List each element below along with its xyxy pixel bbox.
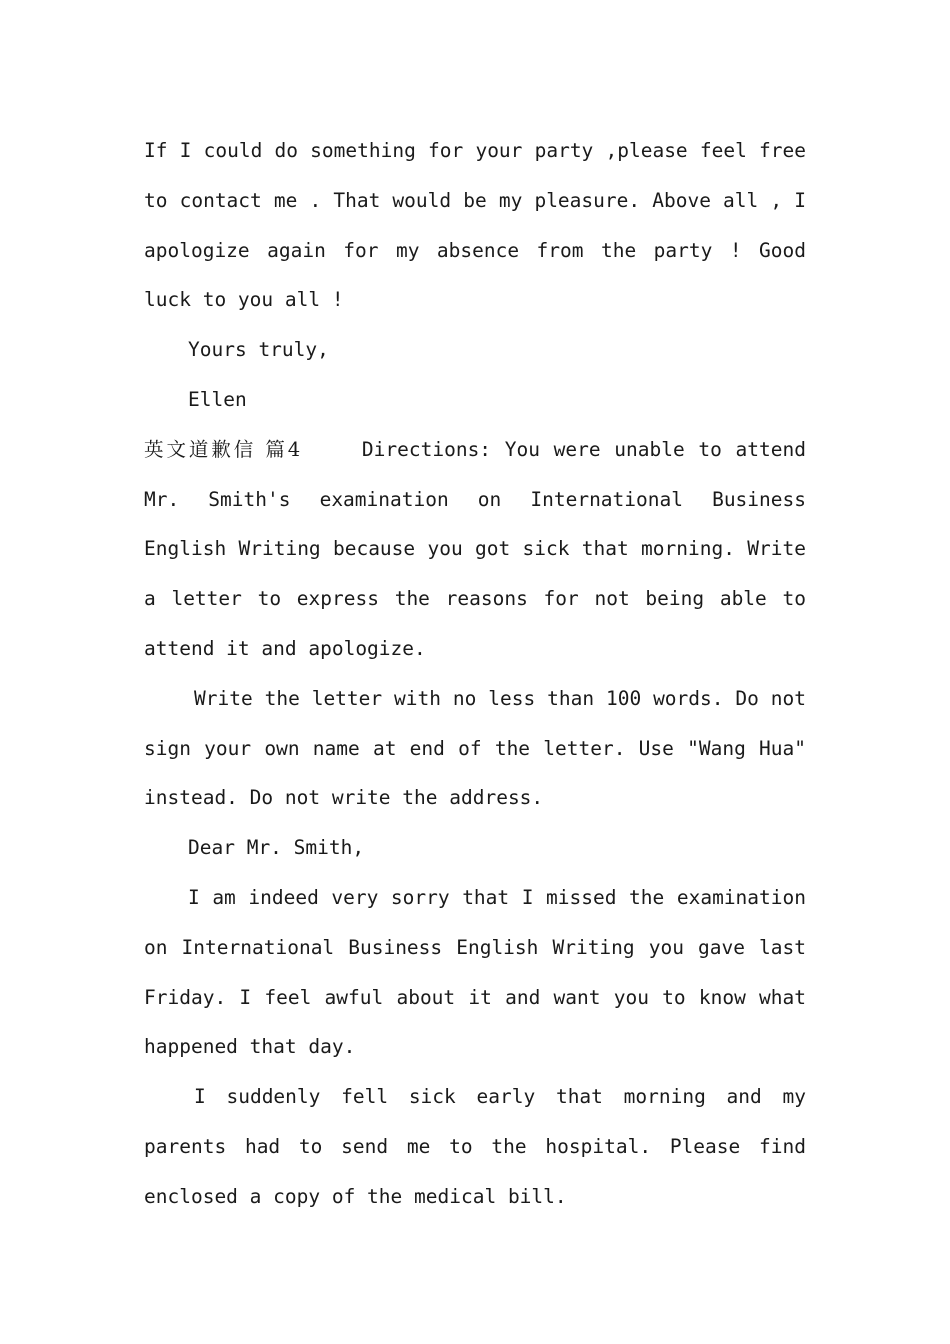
paragraph-party-offer: If I could do something for your party ,please feel free to contact me . That would be my pleasure. Above all , I apologize again for my absence from the party ! Good luck to you all !: [144, 139, 806, 312]
document-page: [144, 126, 806, 1222]
paragraph-body-2: I suddenly fell sick early that morning and my parents had to send me to the hospital. Please find enclosed a copy of the medical bill.: [144, 1085, 806, 1208]
section-heading: 英文道歉信 篇4: [144, 437, 302, 461]
salutation-line: Dear Mr. Smith,: [188, 836, 365, 860]
closing-line: Yours truly,: [188, 338, 329, 362]
paragraph-body-1: I am indeed very sorry that I missed the examination on International Business English Writing you gave last Friday. I feel awful about it and want you to know what happened that day.: [144, 885, 806, 1059]
signature-line: Ellen: [188, 387, 247, 411]
paragraph-instructions: Write the letter with no less than 100 words. Do not sign your own name at end of the letter. Use "Wang Hua" instead. Do not write the address.: [144, 686, 806, 810]
directions-text: Directions: You were unable to attend Mr. Smith's examination on International Business English Writing because you got sick that morning. Write a letter to express the reasons for not being able to attend it and apologize.: [144, 437, 806, 660]
section-paragraph: [144, 425, 806, 674]
